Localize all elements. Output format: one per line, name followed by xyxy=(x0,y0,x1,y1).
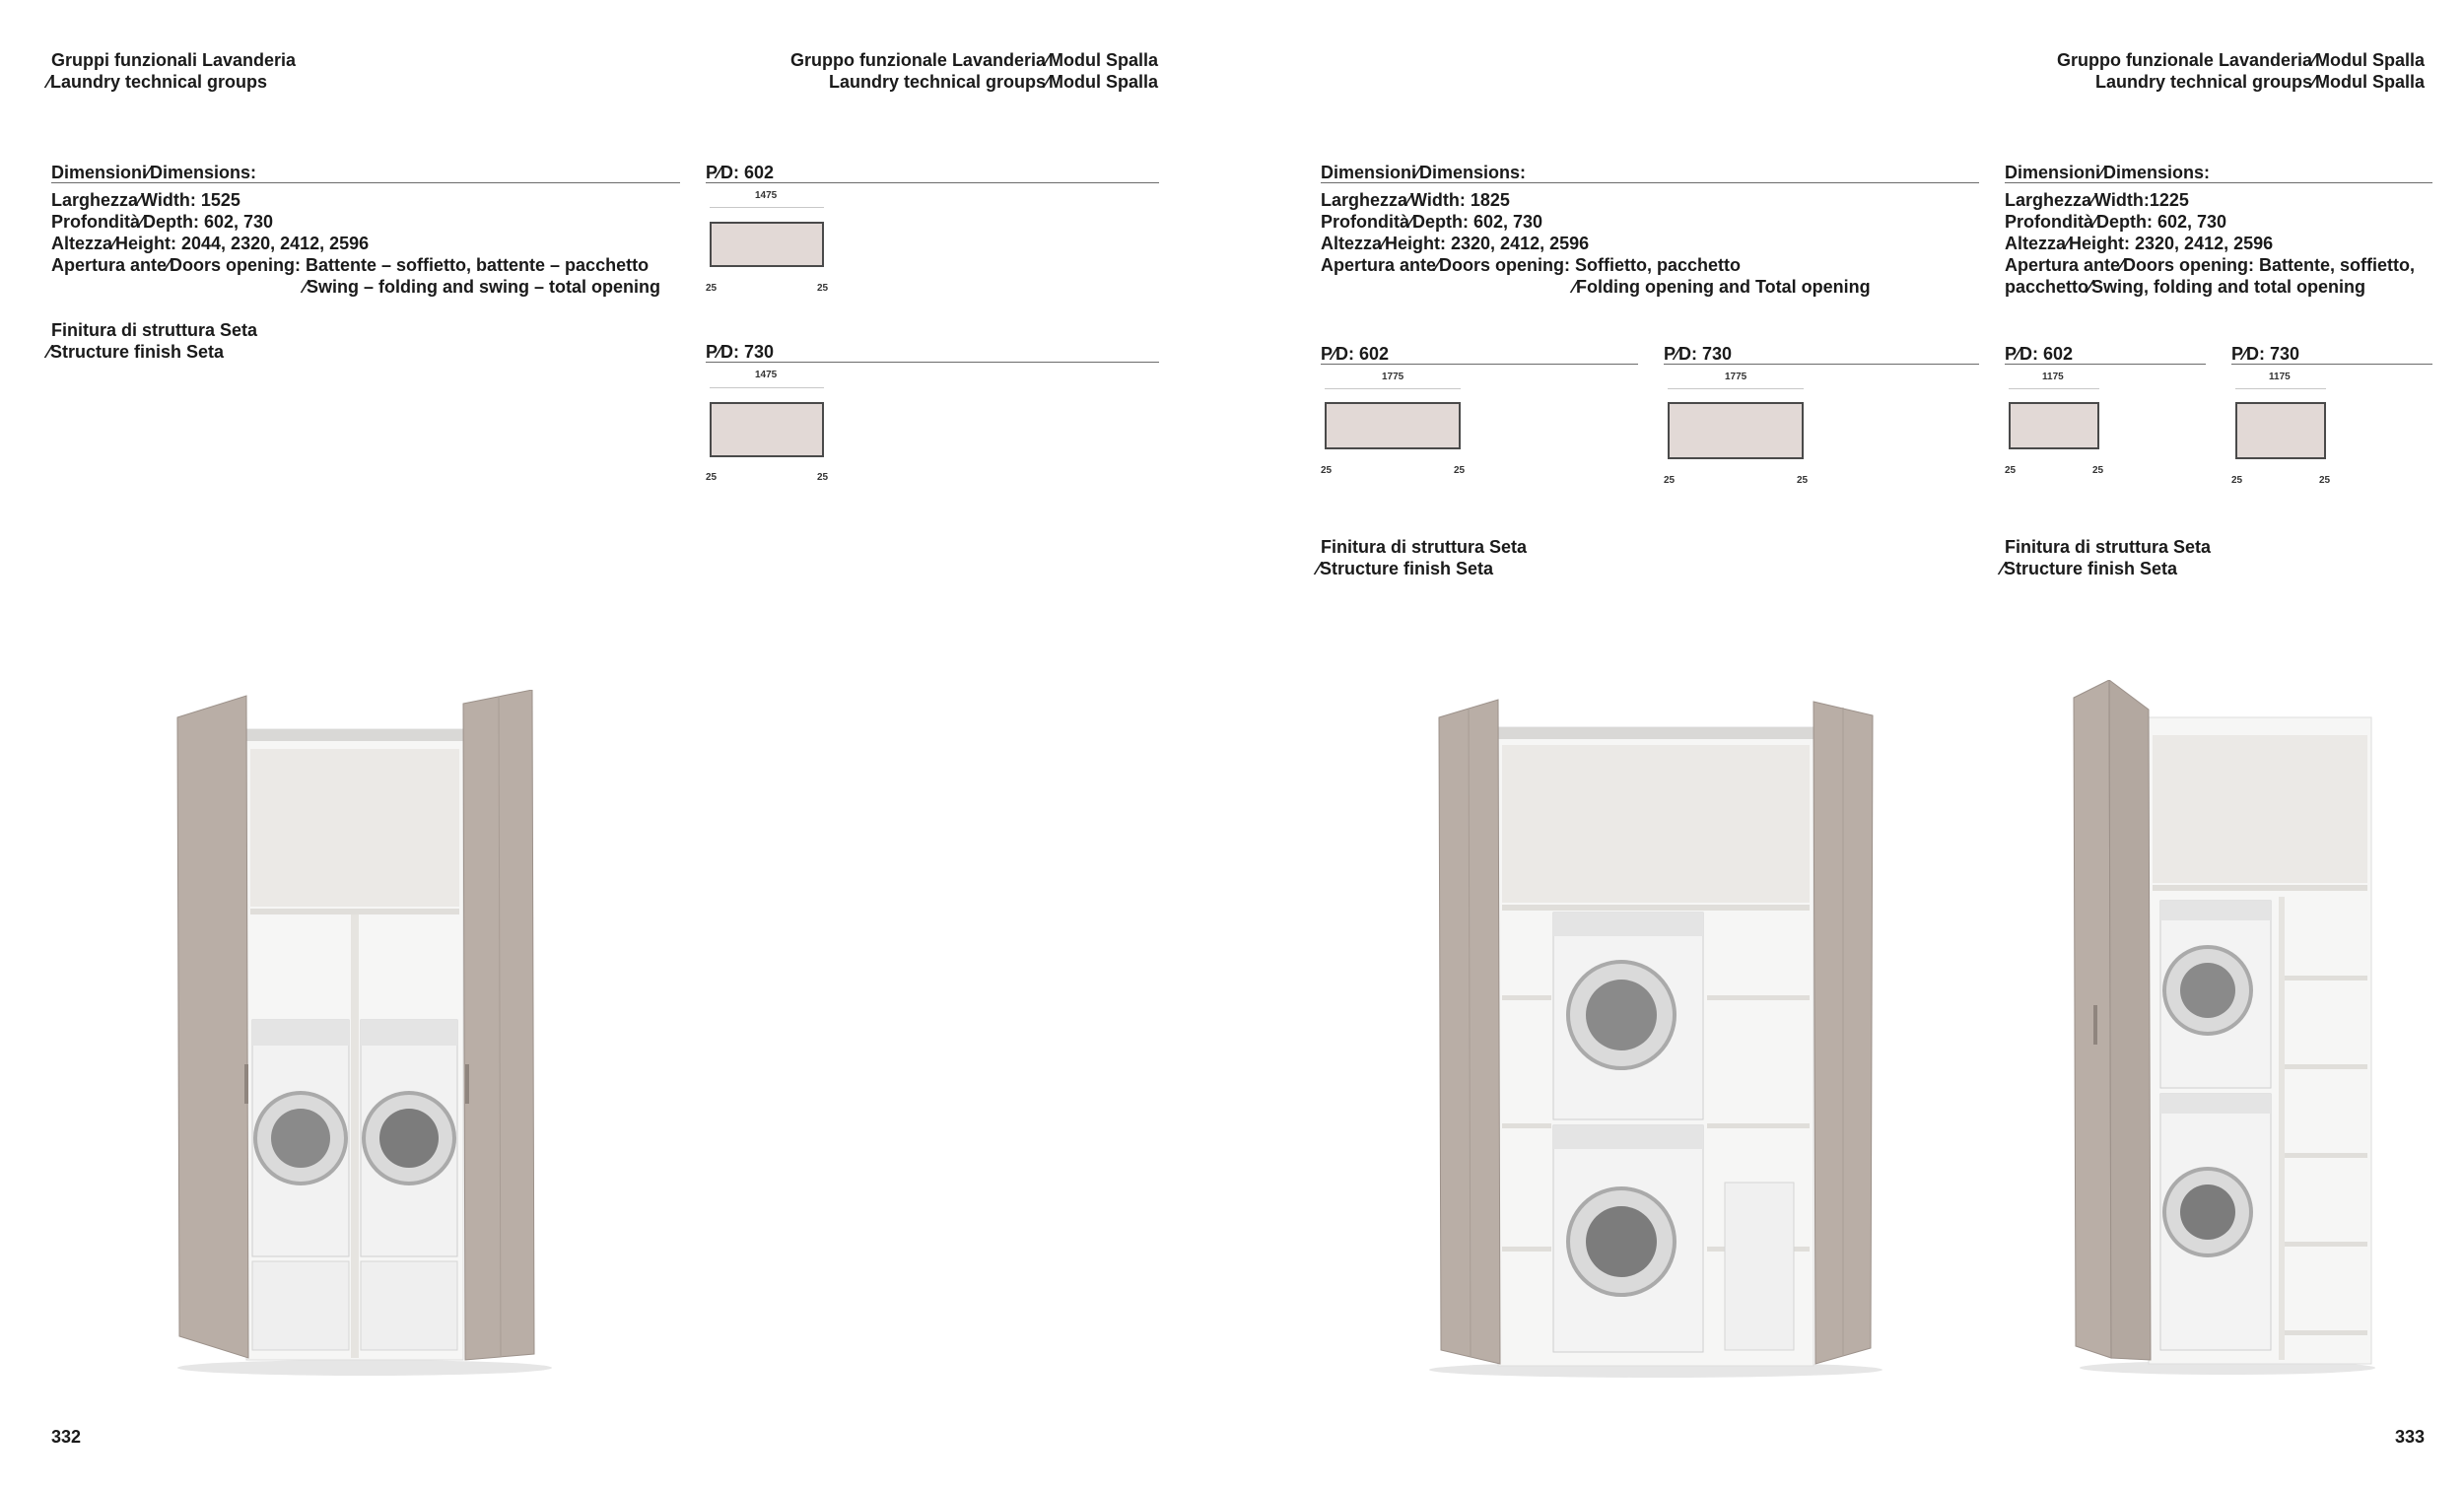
height-spec: Altezza⁄Height: 2320, 2412, 2596 xyxy=(1321,234,1590,253)
plan-footprint xyxy=(2235,402,2326,459)
divider xyxy=(1321,364,1638,365)
width-spec: Larghezza⁄Width: 1825 xyxy=(1321,190,1510,210)
width-spec: Larghezza⁄Width: 1525 xyxy=(51,190,240,210)
product-title-en: Laundry technical groups⁄Modul Spalla xyxy=(828,72,1158,92)
divider xyxy=(2231,364,2432,365)
plan-depth-label: P⁄D: 730 xyxy=(1664,344,1733,364)
dimensions-title: Dimensioni⁄Dimensions: xyxy=(1321,163,1527,182)
dimension-line xyxy=(1668,388,1804,389)
plan-depth-label: P⁄D: 602 xyxy=(706,163,775,182)
plan-left-value: 25 xyxy=(706,472,718,483)
plan-width-value: 1175 xyxy=(2042,372,2064,382)
page-number: 333 xyxy=(2394,1427,2425,1447)
plan-footprint xyxy=(1325,402,1461,449)
divider xyxy=(2005,182,2432,183)
divider xyxy=(51,182,680,183)
dimension-line xyxy=(710,207,824,208)
dimension-line xyxy=(2235,388,2326,389)
section-title: Gruppi funzionali Lavanderia xyxy=(51,50,297,70)
opening-spec: Apertura ante⁄Doors opening: Battente – soffietto, battente – pacchetto xyxy=(51,255,650,275)
width-spec: Larghezza⁄Width:1225 xyxy=(2005,190,2189,210)
divider xyxy=(1321,182,1979,183)
product-title-en: Laundry technical groups⁄Modul Spalla xyxy=(2094,72,2425,92)
plan-footprint xyxy=(710,402,824,457)
page-number: 332 xyxy=(51,1427,82,1447)
plan-right-value: 25 xyxy=(1454,465,1466,476)
height-spec: Altezza⁄Height: 2044, 2320, 2412, 2596 xyxy=(51,234,370,253)
finish-label: Finitura di struttura Seta xyxy=(1321,537,1528,557)
dimension-line xyxy=(1325,388,1461,389)
dimensions-title: Dimensioni⁄Dimensions: xyxy=(51,163,257,182)
plan-depth-label: P⁄D: 602 xyxy=(2005,344,2074,364)
divider xyxy=(1664,364,1979,365)
finish-label-en: ⁄Structure finish Seta xyxy=(2001,559,2178,578)
finish-label: Finitura di struttura Seta xyxy=(51,320,258,340)
plan-footprint xyxy=(710,222,824,267)
opening-spec: Apertura ante⁄Doors opening: Soffietto, pacchetto xyxy=(1321,255,1742,275)
plan-left-value: 25 xyxy=(1321,465,1333,476)
plan-depth-label: P⁄D: 730 xyxy=(2231,344,2300,364)
section-title-en: ⁄Laundry technical groups xyxy=(47,72,268,92)
plan-left-value: 25 xyxy=(2231,475,2243,486)
dimension-line xyxy=(710,387,824,388)
plan-footprint xyxy=(2009,402,2099,449)
plan-depth-label: P⁄D: 730 xyxy=(706,342,775,362)
product-title: Gruppo funzionale Lavanderia⁄Modul Spalla xyxy=(2056,50,2425,70)
opening-spec-en: ⁄Folding opening and Total opening xyxy=(1573,277,1871,297)
opening-spec-en: pacchetto⁄Swing, folding and total opening xyxy=(2005,277,2365,297)
laundry-cabinet-stacked-illustration xyxy=(1419,690,1892,1380)
plan-depth-label: P⁄D: 602 xyxy=(1321,344,1390,364)
plan-width-value: 1475 xyxy=(755,190,778,201)
opening-spec: Apertura ante⁄Doors opening: Battente, soffietto, xyxy=(2005,255,2416,275)
plan-left-value: 25 xyxy=(1664,475,1676,486)
finish-label-en: ⁄Structure finish Seta xyxy=(47,342,225,362)
finish-label: Finitura di struttura Seta xyxy=(2005,537,2212,557)
plan-right-value: 25 xyxy=(817,472,829,483)
plan-width-value: 1475 xyxy=(755,370,778,380)
depth-spec: Profondità⁄Depth: 602, 730 xyxy=(51,212,274,232)
plan-right-value: 25 xyxy=(2319,475,2331,486)
product-title: Gruppo funzionale Lavanderia⁄Modul Spalla xyxy=(789,50,1158,70)
plan-footprint xyxy=(1668,402,1804,459)
plan-left-value: 25 xyxy=(706,283,718,294)
plan-right-value: 25 xyxy=(1797,475,1809,486)
opening-spec-en: ⁄Swing – folding and swing – total opening xyxy=(304,277,660,297)
dimensions-title: Dimensioni⁄Dimensions: xyxy=(2005,163,2211,182)
plan-right-value: 25 xyxy=(817,283,829,294)
dimension-line xyxy=(2009,388,2099,389)
finish-label-en: ⁄Structure finish Seta xyxy=(1317,559,1494,578)
plan-width-value: 1775 xyxy=(1725,372,1747,382)
depth-spec: Profondità⁄Depth: 602, 730 xyxy=(1321,212,1543,232)
plan-width-value: 1175 xyxy=(2269,372,2291,382)
laundry-cabinet-single-illustration xyxy=(2070,680,2395,1380)
depth-spec: Profondità⁄Depth: 602, 730 xyxy=(2005,212,2227,232)
height-spec: Altezza⁄Height: 2320, 2412, 2596 xyxy=(2005,234,2274,253)
plan-right-value: 25 xyxy=(2092,465,2104,476)
plan-left-value: 25 xyxy=(2005,465,2017,476)
divider xyxy=(706,182,1159,183)
divider xyxy=(2005,364,2206,365)
laundry-cabinet-double-illustration xyxy=(168,690,562,1380)
plan-width-value: 1775 xyxy=(1382,372,1404,382)
divider xyxy=(706,362,1159,363)
